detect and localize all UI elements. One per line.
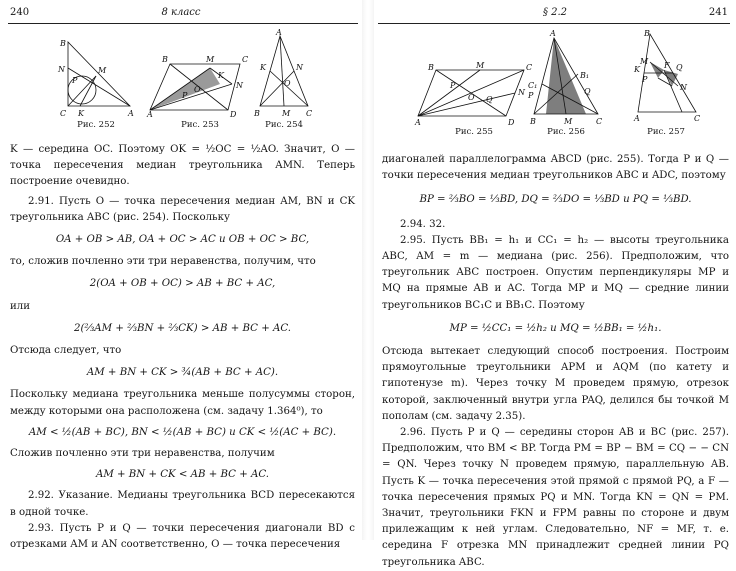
label-B: B xyxy=(530,117,536,126)
label-A: A xyxy=(415,118,421,127)
paragraph: Поскольку медиана треугольника меньше полусуммы сторон, между которыми она расположена (см. задачу 1.364⁰), то xyxy=(10,389,355,417)
label-M: M xyxy=(282,109,291,118)
paragraph: или xyxy=(10,300,31,312)
label-B: B xyxy=(428,63,434,72)
equation: AM + BN + CK < AB + BC + AC. xyxy=(96,469,269,481)
label-K: K xyxy=(78,109,84,118)
label-N: N xyxy=(680,83,687,92)
label-M: M xyxy=(206,55,215,64)
page-number: 240 xyxy=(10,7,30,18)
figure-256-caption: Рис. 256 xyxy=(547,127,585,137)
figure-253-caption: Рис. 253 xyxy=(181,120,219,130)
paragraph: 2.94. 32. xyxy=(400,218,446,230)
label-K: K xyxy=(634,65,640,74)
label-M: M xyxy=(564,117,573,126)
label-N: N xyxy=(296,63,303,72)
left-text xyxy=(10,142,355,553)
running-head: 8 класс xyxy=(161,7,201,18)
gutter xyxy=(362,0,374,540)
paragraph: 2.92. Указание. Медианы треугольника BCD пересекаются в одной точке. xyxy=(10,490,355,518)
figure-257-caption: Рис. 257 xyxy=(647,127,685,137)
page-number: 241 xyxy=(708,7,728,18)
label-P: P xyxy=(72,76,78,85)
equation: AM < ½(AB + BC), BN < ½(AB + BC) и CK < ½(AC + BC). xyxy=(28,426,337,438)
paragraph: 2.95. Пусть BB₁ = h₁ и CC₁ = h₂ — высоты треугольника ABC, AM = m — медиана (рис. 256). Предположим, что треугольник ABC построен. Опустим перпендикуляры MP и MQ на прямые AB и AC. Тогда MP и MQ — средние линии треугольников BC₁C и BB₁C. Поэтому xyxy=(382,234,729,311)
label-C: C xyxy=(526,63,533,72)
label-P: P xyxy=(642,75,648,84)
label-N: N xyxy=(236,81,243,90)
figure-253 xyxy=(148,54,256,118)
paragraph: Отсюда следует, что xyxy=(10,345,122,357)
left-page xyxy=(0,0,362,551)
label-C: C xyxy=(596,117,603,126)
label-C1: C₁ xyxy=(528,81,538,90)
label-A: A xyxy=(550,29,556,38)
label-K: K xyxy=(218,71,224,80)
label-F: F xyxy=(664,61,670,70)
paragraph: 2.93. Пусть P и Q — точки пересечения диагонали BD с отрезками AM и AN соответственно, O — точка пересечения xyxy=(10,522,355,551)
paragraph: то, сложив почленно эти три неравенства, получим, что xyxy=(10,256,316,268)
label-A: A xyxy=(128,109,134,118)
label-K: K xyxy=(260,63,266,72)
label-O: O xyxy=(194,85,201,94)
label-A: A xyxy=(147,110,153,119)
figure-256 xyxy=(526,30,610,126)
label-C: C xyxy=(242,55,249,64)
label-N: N xyxy=(518,88,525,97)
paragraph: 2.91. Пусть O — точка пересечения медиан AM, BN и CK треугольника ABC (рис. 254). Поскольку xyxy=(10,195,355,223)
label-Q: Q xyxy=(486,95,493,104)
label-B: B xyxy=(60,39,66,48)
label-P: P xyxy=(182,91,188,100)
label-O: O xyxy=(468,93,475,102)
label-N: N xyxy=(58,65,65,74)
figure-252 xyxy=(52,38,136,118)
label-P: P xyxy=(450,81,456,90)
right-page xyxy=(374,0,736,568)
figure-255-caption: Рис. 255 xyxy=(455,127,493,137)
label-B: B xyxy=(644,29,650,38)
label-Q: Q xyxy=(584,87,591,96)
equation: AM + BN + CK > ¾(AB + BC + AC). xyxy=(86,367,279,379)
paragraph: Сложив почленно эти три неравенства, получим xyxy=(10,448,275,460)
running-head: § 2.2 xyxy=(542,7,568,18)
equation: 2(⅔AM + ⅔BN + ⅔CK) > AB + BC + AC. xyxy=(73,322,292,334)
label-B: B xyxy=(162,55,168,64)
label-C: C xyxy=(694,114,701,123)
equation: BP = ⅔BO = ⅓BD, DQ = ⅔DO = ⅓BD и PQ = ⅓BD. xyxy=(419,194,692,206)
figure-257 xyxy=(634,30,704,122)
label-D: D xyxy=(508,118,515,127)
figure-254 xyxy=(254,30,314,118)
label-B1: B₁ xyxy=(580,71,590,80)
paragraph: K — середина OC. Поэтому OK = ½OC = ½AO. Значит, O — точка пересечения медиан треугольника AMN. Теперь построение очевидно. xyxy=(10,144,355,188)
label-C: C xyxy=(60,109,67,118)
equation: 2(OA + OB + OC) > AB + BC + AC, xyxy=(89,278,276,290)
label-D: D xyxy=(230,110,237,119)
figure-254-caption: Рис. 254 xyxy=(265,120,303,130)
paragraph: 2.96. Пусть P и Q — середины сторон AB и BC (рис. 257). Предположим, что BM < BP. Тогда PM = BP − BM = CQ − − CN = QN. Через точку N проведем прямую, параллельную AB. Пусть K — точка пересечения этой прямой с прямой PQ, а F — точка пересечения прямых PQ и MN. Тогда KN = QN = PM. Значит, треугольники FKN и FPM равны по стороне и двум прилежащим к ней углам. Следовательно, NF = MF, т. е. середина F отрезка MN принадлежит средней линии PQ треугольника ABC. xyxy=(382,427,729,568)
header-rule xyxy=(378,23,730,24)
equation: OA + OB > AB, OA + OC > AC и OB + OC > BC, xyxy=(55,234,310,246)
label-A: A xyxy=(634,114,640,123)
label-P: P xyxy=(528,91,534,100)
label-Q: Q xyxy=(676,63,683,72)
equation: MP = ½CC₁ = ½h₂ и MQ = ½BB₁ = ½h₁. xyxy=(449,322,662,334)
label-M: M xyxy=(476,61,485,70)
figure-252-caption: Рис. 252 xyxy=(77,120,115,130)
right-text xyxy=(382,152,729,571)
paragraph: диагоналей параллелограмма ABCD (рис. 255). Тогда P и Q — точки пересечения медиан треугольников ABC и ADC, поэтому xyxy=(382,154,729,182)
label-M: M xyxy=(640,57,649,66)
label-A: A xyxy=(276,28,282,37)
label-M: M xyxy=(98,66,107,75)
label-C: C xyxy=(306,109,313,118)
header-rule xyxy=(8,23,358,24)
label-O: O xyxy=(284,79,291,88)
label-B: B xyxy=(254,109,260,118)
paragraph: Отсюда вытекает следующий способ построения. Построим прямоугольные треугольники APM и AQM (по катету и гипотенузе m). Через точку M проведем прямую, отрезок которой, заключенный внутри угла PAQ, делился бы точкой M пополам (см. задачу 2.35). xyxy=(382,346,729,422)
figure-255 xyxy=(416,62,536,126)
